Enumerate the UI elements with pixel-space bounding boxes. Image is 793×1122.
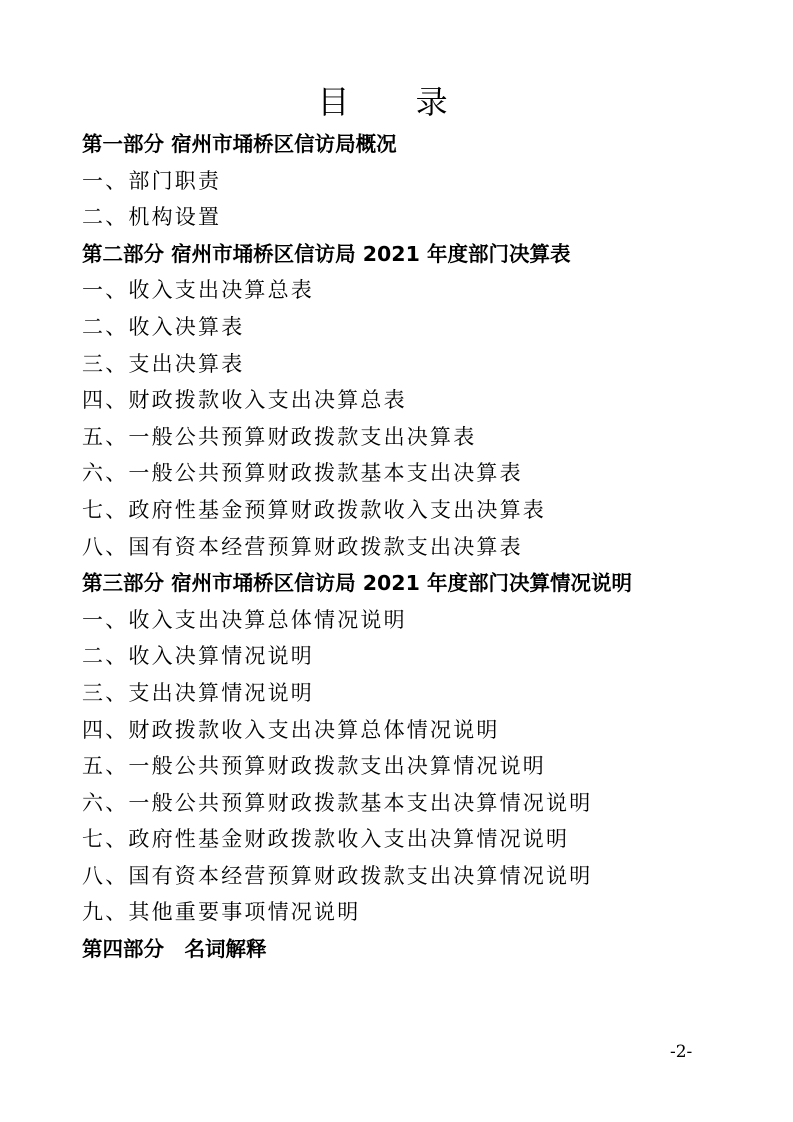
toc-item: 七、政府性基金预算财政拨款收入支出决算表 [82,497,546,522]
toc-item: 五、一般公共预算财政拨款支出决算表 [82,424,477,449]
toc-item: 二、收入决算情况说明 [82,644,314,669]
toc-item: 一、部门职责 [82,168,222,193]
toc-item: 二、机构设置 [82,205,222,230]
toc-item: 二、收入决算表 [82,314,245,339]
toc-item: 七、政府性基金财政拨款收入支出决算情况说明 [82,827,570,852]
toc-item: 一、收入支出决算总体情况说明 [82,607,407,632]
toc-item: 六、一般公共预算财政拨款基本支出决算情况说明 [82,790,593,815]
toc-part-3: 第三部分 宿州市埇桥区信访局 2021 年度部门决算情况说明 [82,571,632,596]
toc-item: 八、国有资本经营预算财政拨款支出决算情况说明 [82,863,593,888]
toc-item: 三、支出决算情况说明 [82,680,314,705]
toc-item: 三、支出决算表 [82,351,245,376]
table-of-contents [82,126,762,968]
toc-part-4: 第四部分 名词解释 [82,937,267,962]
toc-item: 九、其他重要事项情况说明 [82,900,361,925]
toc-item: 八、国有资本经营预算财政拨款支出决算表 [82,534,523,559]
toc-part-2: 第二部分 宿州市埇桥区信访局 2021 年度部门决算表 [82,241,571,266]
toc-item: 五、一般公共预算财政拨款支出决算情况说明 [82,754,546,779]
page-number: -2- [670,1042,693,1062]
toc-item: 四、财政拨款收入支出决算总表 [82,388,407,413]
toc-part-1: 第一部分 宿州市埇桥区信访局概况 [82,132,397,156]
document-title: 目 录 [317,83,476,121]
toc-item: 一、收入支出决算总表 [82,278,314,303]
toc-item: 四、财政拨款收入支出决算总体情况说明 [82,717,500,742]
toc-item: 六、一般公共预算财政拨款基本支出决算表 [82,461,523,486]
